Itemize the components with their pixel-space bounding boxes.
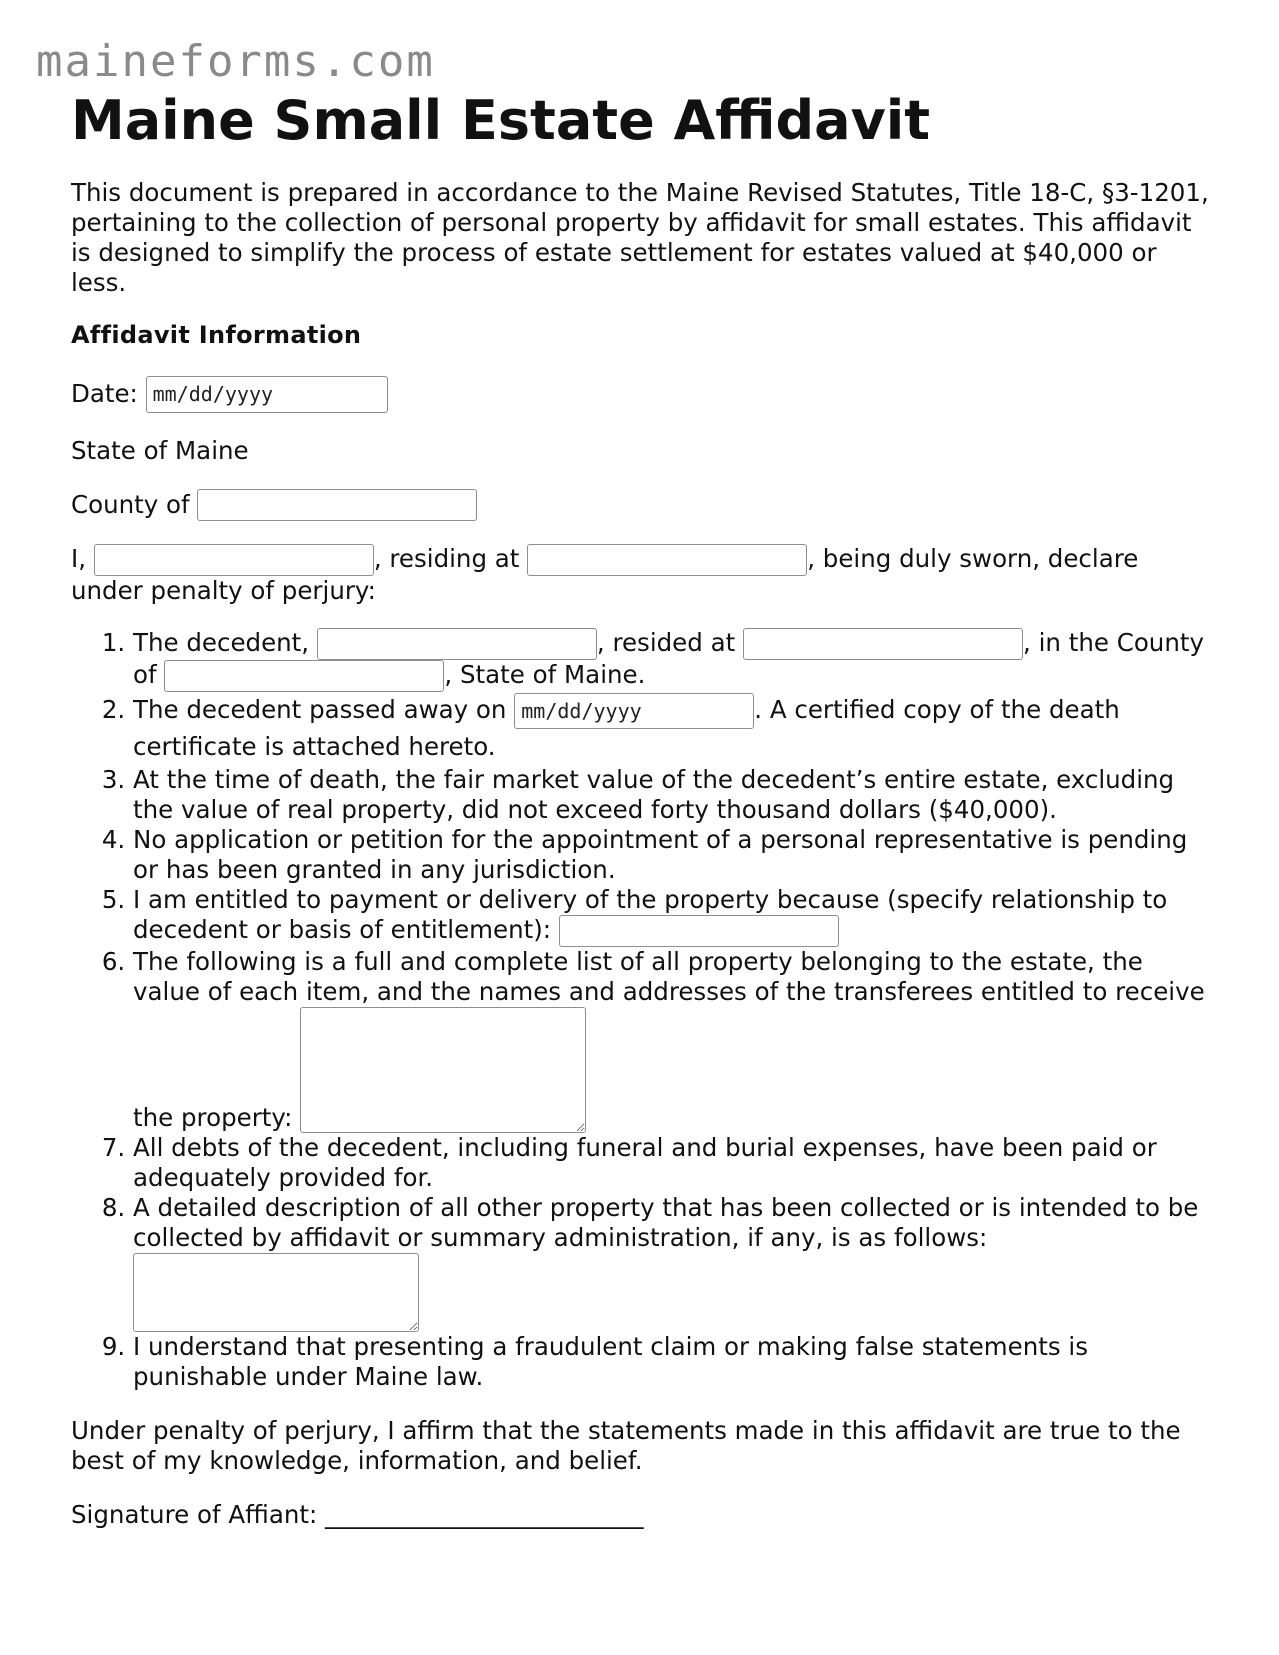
list-item [133, 947, 1211, 1133]
affiant-name-input[interactable] [94, 544, 374, 576]
list-item [133, 628, 1211, 692]
section-heading: Affidavit Information [71, 321, 362, 349]
item7-text: All debts of the decedent, including funeral and burial expenses, have been paid or adequately provided for. [133, 1133, 1157, 1192]
affidavit-items [71, 628, 1211, 1392]
item1-text-a: The decedent, [133, 628, 310, 657]
list-item [133, 765, 1211, 825]
state-line: State of Maine [71, 436, 249, 465]
item1-text-c: , in the County of [133, 628, 1204, 689]
other-property-textarea[interactable] [133, 1253, 419, 1332]
affidavit-form [71, 86, 1211, 1530]
decedent-name-input[interactable] [317, 628, 597, 660]
affiant-address-input[interactable] [527, 544, 807, 576]
item4-text: No application or petition for the appointment of a personal representative is pending or has been granted in any jurisdiction. [133, 825, 1188, 884]
list-item [133, 1332, 1211, 1392]
entitlement-input[interactable] [559, 915, 839, 947]
declaration-residing-label: , residing at [373, 544, 520, 573]
county-input[interactable] [197, 489, 477, 521]
signature-row [71, 1500, 1211, 1530]
item2-text-a: The decedent passed away on [133, 695, 507, 724]
declaration-prefix: I, [71, 544, 87, 573]
item2-text-b: . A certified copy of the death certificate is attached hereto. [133, 695, 1120, 761]
list-item [133, 885, 1211, 947]
closing-statement: Under penalty of perjury, I affirm that the statements made in this affidavit are true to the best of my knowledge, information, and belief. [71, 1416, 1181, 1475]
declaration-suffix: , being duly sworn, declare under penalty of perjury: [71, 544, 1139, 605]
decedent-county-input[interactable] [164, 660, 444, 692]
item5-text: I am entitled to payment or delivery of the property because (specify relationship to decedent or basis of entitlement): [133, 885, 1168, 944]
date-row [71, 374, 1211, 414]
item6-text: The following is a full and complete list of all property belonging to the estate, the value of each item, and the names and addresses of the transferees entitled to receive the property: [133, 947, 1205, 1132]
death-date-input[interactable]: mm/dd/yyyy [514, 693, 754, 729]
county-label: County of [71, 490, 190, 519]
item1-text-b: , resided at [596, 628, 736, 657]
intro-paragraph: This document is prepared in accordance to the Maine Revised Statutes, Title 18-C, §3-1201, pertaining to the collection of personal property by affidavit for small estates. This affidavit is designed to simplify the process of estate settlement for estates valued at $40,000 or less. [71, 178, 1209, 297]
date-label: Date: [71, 379, 138, 408]
site-watermark: maineforms.com [36, 36, 435, 87]
signature-label: Signature of Affiant: [71, 1500, 318, 1529]
page-title: Maine Small Estate Affidavit [71, 89, 931, 152]
county-row [71, 488, 1211, 522]
item1-text-d: , State of Maine. [444, 660, 646, 689]
decedent-address-input[interactable] [743, 628, 1023, 660]
list-item [133, 1193, 1211, 1332]
list-item [133, 692, 1211, 765]
property-list-textarea[interactable] [300, 1007, 586, 1133]
item3-text: At the time of death, the fair market value of the decedent’s entire estate, excluding the value of real property, did not exceed forty thousand dollars ($40,000). [133, 765, 1175, 824]
declaration [71, 544, 1211, 606]
list-item [133, 825, 1211, 885]
date-input[interactable]: mm/dd/yyyy [146, 376, 388, 413]
signature-line[interactable]: __________________________ [325, 1500, 644, 1529]
list-item [133, 1133, 1211, 1193]
item9-text: I understand that presenting a fraudulent claim or making false statements is punishable under Maine law. [133, 1332, 1088, 1391]
item8-text: A detailed description of all other property that has been collected or is intended to be collected by affidavit or summary administration, if any, is as follows: [133, 1193, 1199, 1252]
